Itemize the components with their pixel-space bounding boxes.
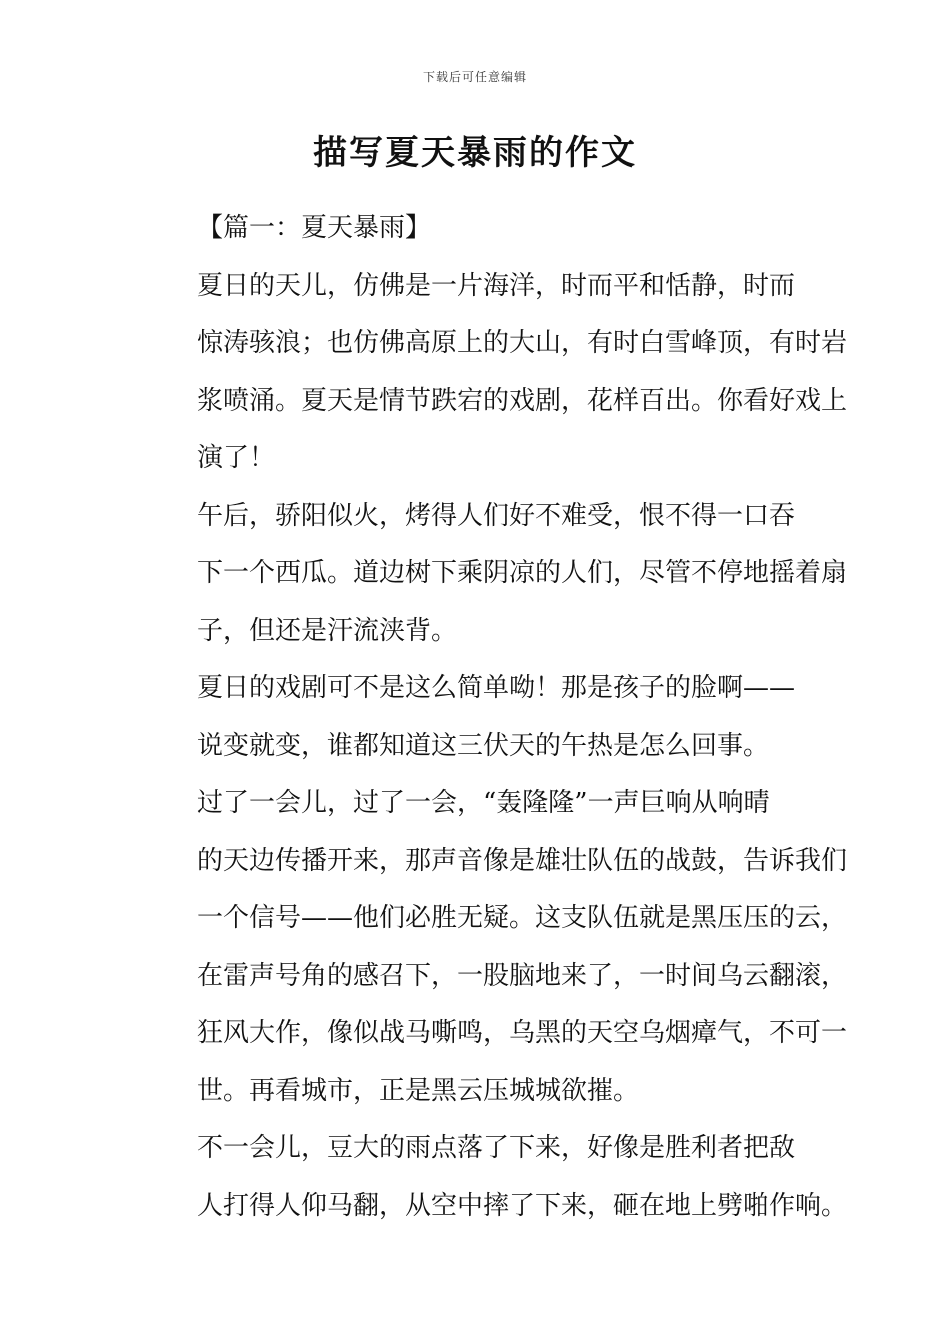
document-body <box>145 200 848 1235</box>
section-heading: 【篇一：夏天暴雨】 <box>197 213 432 243</box>
paragraph <box>145 258 848 488</box>
paragraph-line: 午后，骄阳似火，烤得人们好不难受，恨不得一口吞 <box>197 500 796 531</box>
paragraph <box>145 1120 848 1235</box>
paragraph-line: 下一个西瓜。道边树下乘阴凉的人们，尽管不停地摇着扇 <box>197 558 848 588</box>
paragraph <box>145 660 810 775</box>
paragraph <box>145 775 848 1120</box>
header-note: 下载后可任意编辑 <box>422 70 527 84</box>
paragraph-line: 世。再看城市，正是黑云压城城欲摧。 <box>197 1075 640 1106</box>
paragraph-line: 一个信号——他们必胜无疑。这支队伍就是黑压压的云， <box>197 903 848 933</box>
paragraph-line: 人打得人仰马翻，从空中摔了下来，砸在地上劈啪作响。 <box>197 1190 848 1221</box>
paragraph-line: 浆喷涌。夏天是情节跌宕的戏剧，花样百出。你看好戏上 <box>197 385 848 416</box>
paragraph <box>145 488 848 661</box>
document-title: 描写夏天暴雨的作文 <box>313 133 637 173</box>
paragraph-line: 不一会儿，豆大的雨点落了下来，好像是胜利者把敌 <box>197 1133 796 1163</box>
paragraph-line: 的天边传播开来，那声音像是雄壮队伍的战鼓，告诉我们 <box>197 845 848 876</box>
paragraph-line: 子，但还是汗流浃背。 <box>197 615 458 646</box>
paragraph-line: 夏日的天儿，仿佛是一片海洋，时而平和恬静，时而 <box>197 270 796 301</box>
paragraph-line: 在雷声号角的感召下，一股脑地来了，一时间乌云翻滚， <box>197 960 848 991</box>
paragraph-line: 夏日的戏剧可不是这么简单呦！那是孩子的脸啊—— <box>197 673 796 703</box>
paragraph-line: 演了！ <box>197 443 276 473</box>
paragraph-line: 说变就变，谁都知道这三伏天的午热是怎么回事。 <box>197 730 770 761</box>
paragraph-line: 狂风大作，像似战马嘶鸣，乌黑的天空乌烟瘴气，不可一 <box>197 1018 848 1048</box>
paragraph-line: 过了一会儿，过了一会，“轰隆隆”一声巨响从响晴 <box>197 788 770 818</box>
paragraph-line: 惊涛骇浪；也仿佛高原上的大山，有时白雪峰顶，有时岩 <box>197 328 848 358</box>
